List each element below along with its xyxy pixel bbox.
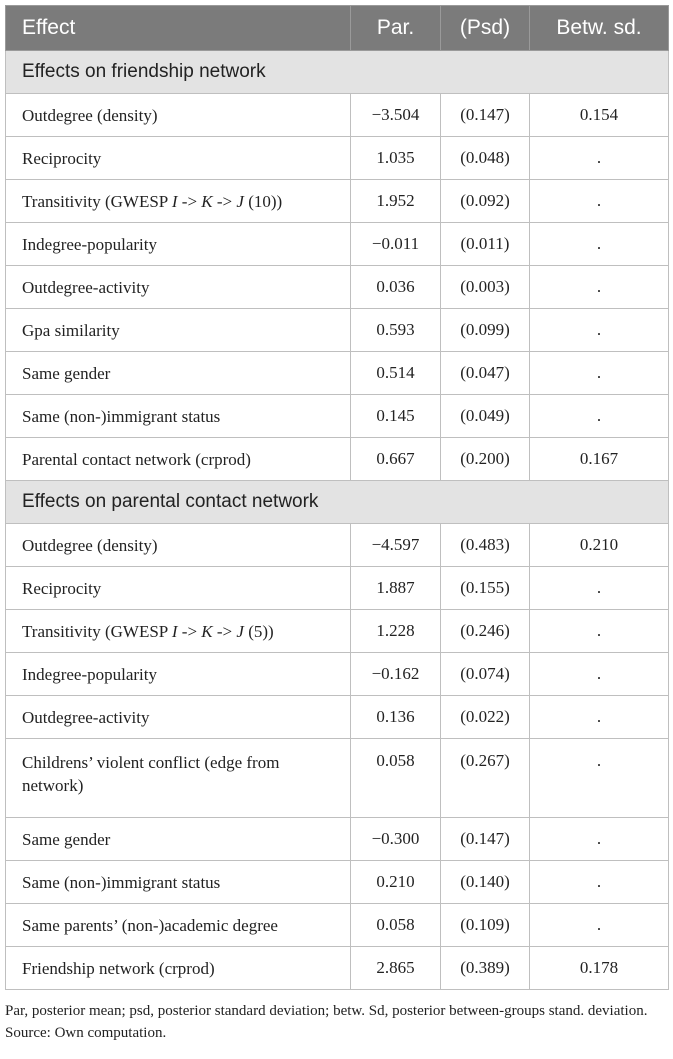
cell-effect: Same gender [6,818,351,861]
table-row [6,818,669,861]
cell-effect: Reciprocity [6,567,351,610]
cell-psd: (0.267) [441,739,530,818]
cell-betw-sd: . [530,137,669,180]
header-par: Par. [351,6,441,51]
cell-psd: (0.074) [441,653,530,696]
cell-effect: Outdegree-activity [6,266,351,309]
table-row [6,266,669,309]
cell-psd: (0.483) [441,524,530,567]
cell-psd: (0.099) [441,309,530,352]
table-notes [5,1000,668,1044]
cell-betw-sd: . [530,818,669,861]
cell-psd: (0.011) [441,223,530,266]
cell-psd: (0.246) [441,610,530,653]
cell-psd: (0.109) [441,904,530,947]
table-row [6,352,669,395]
table-row [6,861,669,904]
cell-par: 0.058 [351,904,441,947]
cell-par: 2.865 [351,947,441,990]
cell-par: 0.210 [351,861,441,904]
header-betw-sd: Betw. sd. [530,6,669,51]
cell-betw-sd: . [530,223,669,266]
cell-psd: (0.155) [441,567,530,610]
cell-effect: Friendship network (crprod) [6,947,351,990]
cell-effect: Same parents’ (non-)academic degree [6,904,351,947]
cell-psd: (0.049) [441,395,530,438]
cell-par: 0.593 [351,309,441,352]
results-table-container [5,5,668,1044]
cell-par: 0.667 [351,438,441,481]
section-title: Effects on friendship network [6,51,669,94]
cell-psd: (0.048) [441,137,530,180]
results-table [5,5,669,990]
cell-psd: (0.047) [441,352,530,395]
cell-betw-sd: . [530,395,669,438]
cell-par: 0.036 [351,266,441,309]
cell-betw-sd: 0.178 [530,947,669,990]
cell-psd: (0.200) [441,438,530,481]
cell-par: 0.145 [351,395,441,438]
cell-psd: (0.092) [441,180,530,223]
table-body [6,51,669,990]
cell-par: 1.952 [351,180,441,223]
cell-betw-sd: . [530,739,669,818]
table-row [6,947,669,990]
cell-par: −0.300 [351,818,441,861]
section-title: Effects on parental contact network [6,481,669,524]
cell-psd: (0.389) [441,947,530,990]
cell-betw-sd: . [530,861,669,904]
cell-effect: Same gender [6,352,351,395]
cell-par: 0.514 [351,352,441,395]
cell-effect: Childrens’ violent conflict (edge from network) [6,739,351,818]
cell-effect: Indegree-popularity [6,653,351,696]
cell-effect: Outdegree-activity [6,696,351,739]
cell-par: −0.162 [351,653,441,696]
cell-psd: (0.140) [441,861,530,904]
cell-betw-sd: 0.154 [530,94,669,137]
table-row [6,567,669,610]
cell-par: 1.035 [351,137,441,180]
cell-effect: Transitivity (GWESP I -> K -> J (5)) [6,610,351,653]
table-header [6,6,669,51]
cell-par: 0.136 [351,696,441,739]
header-effect: Effect [6,6,351,51]
cell-par: −3.504 [351,94,441,137]
cell-betw-sd: . [530,180,669,223]
cell-par: −4.597 [351,524,441,567]
cell-par: 0.058 [351,739,441,818]
cell-betw-sd: 0.167 [530,438,669,481]
cell-effect: Gpa similarity [6,309,351,352]
cell-betw-sd: . [530,266,669,309]
table-row [6,395,669,438]
cell-betw-sd: . [530,352,669,395]
source-note: Source: Own computation. [5,1025,167,1041]
cell-psd: (0.147) [441,818,530,861]
table-row [6,223,669,266]
cell-psd: (0.022) [441,696,530,739]
cell-effect: Indegree-popularity [6,223,351,266]
header-psd: (Psd) [441,6,530,51]
cell-par: 1.887 [351,567,441,610]
cell-betw-sd: . [530,904,669,947]
cell-effect: Reciprocity [6,137,351,180]
table-row [6,739,669,818]
cell-betw-sd: . [530,610,669,653]
section-header-row [6,51,669,94]
cell-par: −0.011 [351,223,441,266]
cell-betw-sd: . [530,309,669,352]
table-row [6,696,669,739]
cell-effect: Transitivity (GWESP I -> K -> J (10)) [6,180,351,223]
cell-betw-sd: . [530,696,669,739]
table-row [6,309,669,352]
table-row [6,137,669,180]
table-row [6,94,669,137]
cell-effect: Parental contact network (crprod) [6,438,351,481]
cell-psd: (0.003) [441,266,530,309]
footnote: Par, posterior mean; psd, posterior standard deviation; betw. Sd, posterior between-groups stand. deviation. [5,1003,648,1019]
table-row [6,180,669,223]
cell-effect: Outdegree (density) [6,524,351,567]
table-row [6,438,669,481]
section-header-row [6,481,669,524]
table-row [6,653,669,696]
cell-effect: Same (non-)immigrant status [6,861,351,904]
cell-betw-sd: 0.210 [530,524,669,567]
cell-betw-sd: . [530,653,669,696]
table-row [6,610,669,653]
table-row [6,904,669,947]
cell-par: 1.228 [351,610,441,653]
cell-effect: Outdegree (density) [6,94,351,137]
cell-psd: (0.147) [441,94,530,137]
cell-effect: Same (non-)immigrant status [6,395,351,438]
cell-betw-sd: . [530,567,669,610]
table-row [6,524,669,567]
